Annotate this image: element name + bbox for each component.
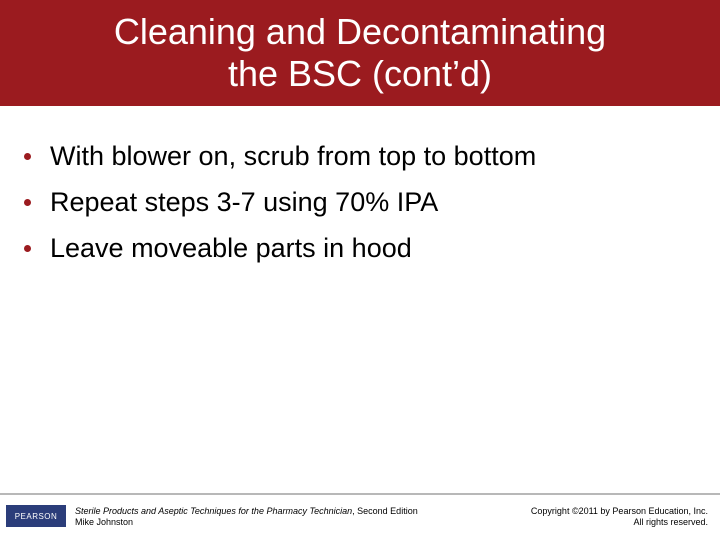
- logo-text: PEARSON: [14, 511, 58, 521]
- bullet-dot-icon: [24, 245, 31, 252]
- copyright-text: Copyright ©2011 by Pearson Education, Inc.: [530, 506, 708, 516]
- footer-copyright: [531, 506, 708, 528]
- book-title: Sterile Products and Aseptic Techniques for the Pharmacy Technician: [75, 506, 353, 516]
- bullet-list: [22, 133, 536, 271]
- footer-citation: [75, 506, 418, 528]
- bullet-dot-icon: [24, 199, 31, 206]
- title-bar: [0, 0, 720, 106]
- pearson-logo: [6, 505, 66, 527]
- bullet-item: [22, 133, 536, 179]
- slide-title-line-2: the BSC (cont’d): [227, 53, 493, 94]
- bullet-item: [22, 225, 536, 271]
- slide-title-line-1: Cleaning and Decontaminating: [113, 11, 607, 52]
- footer-divider: [0, 493, 720, 495]
- bullet-item: [22, 179, 536, 225]
- rights-text: All rights reserved.: [633, 517, 708, 527]
- bullet-text: With blower on, scrub from top to bottom: [50, 140, 537, 171]
- bullet-text: Repeat steps 3-7 using 70% IPA: [50, 186, 439, 217]
- bullet-dot-icon: [24, 153, 31, 160]
- bullet-text: Leave moveable parts in hood: [50, 232, 412, 263]
- book-edition: , Second Edition: [352, 506, 418, 516]
- author: Mike Johnston: [75, 517, 134, 527]
